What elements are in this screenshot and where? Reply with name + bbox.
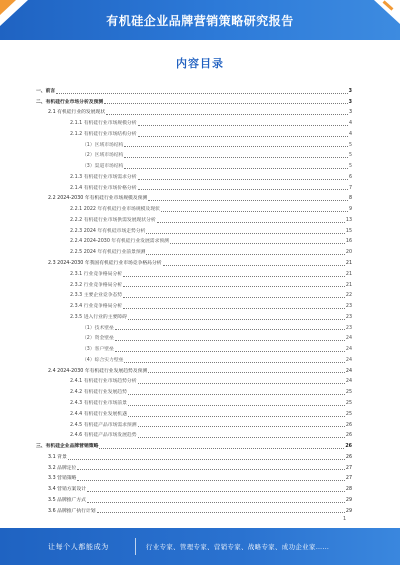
toc-entry-page: 3 xyxy=(348,99,352,105)
toc-entry-title: 2.4.5 有机硅产品市场需求预测 xyxy=(70,422,137,428)
toc-entry-title: 3.4 营销方案设计 xyxy=(48,487,86,493)
table-of-contents xyxy=(36,84,352,515)
dot-leader xyxy=(104,103,347,104)
toc-entry-page: 21 xyxy=(345,282,352,288)
toc-entry-title: 2.1.4 有机硅行业市场价格分析 xyxy=(70,185,137,191)
dot-leader xyxy=(87,491,345,492)
toc-entry-title: 一、前言 xyxy=(36,88,56,94)
toc-entry-title: 2.3 2024-2030 年我国有机硅行业市场竞争格局分析 xyxy=(48,261,162,267)
dot-leader xyxy=(99,448,344,449)
toc-entry[interactable] xyxy=(36,267,352,278)
toc-entry-title: 2.2.3 2024 年有机硅市场走势分析 xyxy=(70,228,146,234)
toc-entry[interactable] xyxy=(36,472,352,483)
toc-entry-page: 27 xyxy=(345,476,352,482)
toc-entry[interactable] xyxy=(36,482,352,493)
toc-entry-page: 26 xyxy=(345,422,352,428)
dot-leader xyxy=(170,243,345,244)
dot-leader xyxy=(128,394,345,395)
toc-entry-page: 4 xyxy=(348,121,352,127)
dot-leader xyxy=(146,233,344,234)
toc-entry-title: 2.4.1 有机硅行业市场趋势分析 xyxy=(70,379,137,385)
dot-leader xyxy=(124,146,348,147)
toc-entry-page: 5 xyxy=(348,153,352,159)
toc-entry-page: 20 xyxy=(345,250,352,256)
toc-entry[interactable] xyxy=(36,116,352,127)
toc-entry[interactable] xyxy=(36,170,352,181)
footer-banner xyxy=(0,528,400,565)
toc-entry[interactable] xyxy=(36,321,352,332)
toc-entry-title: 2.2.1 2022 年有机硅行业市场规模及现状 xyxy=(70,207,160,213)
dot-leader xyxy=(161,211,348,212)
dot-leader xyxy=(115,329,345,330)
dot-leader xyxy=(128,416,345,417)
dot-leader xyxy=(128,405,345,406)
dot-leader xyxy=(56,93,347,94)
toc-entry-title: （1）技术壁垒 xyxy=(82,325,114,331)
footer-tagline: 行业专家、管理专家、营销专家、战略专家、成功企业家…… xyxy=(146,543,330,551)
toc-entry[interactable] xyxy=(36,127,352,138)
dot-leader xyxy=(115,340,345,341)
toc-entry[interactable] xyxy=(36,407,352,418)
dot-leader xyxy=(77,469,345,470)
toc-entry-title: 2.3.2 行业竞争格局分析 xyxy=(70,282,123,288)
dot-leader xyxy=(138,437,345,438)
toc-entry[interactable] xyxy=(36,256,352,267)
dot-leader xyxy=(128,319,345,320)
toc-entry[interactable] xyxy=(36,310,352,321)
toc-entry-title: 2.4.4 有机硅行业发展机遇 xyxy=(70,411,127,417)
dot-leader xyxy=(123,276,345,277)
toc-entry-page: 8 xyxy=(348,196,352,202)
dot-leader xyxy=(124,362,344,363)
toc-entry-page: 26 xyxy=(345,433,352,439)
dot-leader xyxy=(124,168,348,169)
toc-entry-title: 2.1.2 有机硅行业市场结构分析 xyxy=(70,131,137,137)
toc-entry-page: 29 xyxy=(345,508,352,514)
toc-entry-title: 2.2.5 2024 年有机硅行业前景预测 xyxy=(70,250,146,256)
toc-entry-title: 2.3.5 进入行业的主要障碍 xyxy=(70,314,127,320)
dot-leader xyxy=(138,189,348,190)
toc-entry-page: 6 xyxy=(348,174,352,180)
toc-entry-page: 16 xyxy=(345,239,352,245)
toc-entry-page: 21 xyxy=(345,261,352,267)
toc-entry-page: 25 xyxy=(345,411,352,417)
dot-leader xyxy=(97,512,345,513)
toc-entry[interactable] xyxy=(36,332,352,343)
toc-entry-title: 2.3.3 主要企业竞争态势 xyxy=(70,293,123,299)
toc-entry-title: 2.4.6 有机硅产品市场发展趋势 xyxy=(70,433,137,439)
toc-entry-title: 2.4.2 有机硅行业发展趋势 xyxy=(70,390,127,396)
toc-entry-page: 7 xyxy=(348,185,352,191)
toc-entry-page: 3 xyxy=(348,110,352,116)
toc-entry-title: 3.1 背景 xyxy=(48,454,67,460)
toc-entry[interactable] xyxy=(36,278,352,289)
toc-entry[interactable] xyxy=(36,289,352,300)
dot-leader xyxy=(124,157,348,158)
toc-entry-title: （3）客户壁垒 xyxy=(82,347,114,353)
toc-entry-page: 15 xyxy=(345,228,352,234)
toc-heading: 内容目录 xyxy=(176,57,224,70)
toc-entry[interactable] xyxy=(36,342,352,353)
toc-entry[interactable] xyxy=(36,224,352,235)
toc-entry-page: 24 xyxy=(345,357,352,363)
toc-entry-page: 26 xyxy=(345,454,352,460)
toc-entry-page: 13 xyxy=(345,217,352,223)
dot-leader xyxy=(138,125,348,126)
toc-entry[interactable] xyxy=(36,235,352,246)
toc-entry[interactable] xyxy=(36,353,352,364)
toc-entry-page: 3 xyxy=(348,88,352,94)
toc-entry-page: 21 xyxy=(345,271,352,277)
toc-entry-title: （3）渠道市场结构 xyxy=(82,164,124,170)
toc-entry-title: 2.3.1 行业竞争格局分析 xyxy=(70,271,123,277)
dot-leader xyxy=(138,383,345,384)
footer-divider xyxy=(135,538,136,555)
dot-leader xyxy=(106,114,348,115)
toc-entry-title: 2.4 2024-2030 年有机硅行业发展趋势及预测 xyxy=(48,368,148,374)
dot-leader xyxy=(148,200,348,201)
toc-entry-title: 二、有机硅行业市场分析及预测 xyxy=(36,99,104,105)
toc-entry[interactable] xyxy=(36,418,352,429)
toc-entry[interactable] xyxy=(36,493,352,504)
toc-entry-title: 2.1 有机硅行业的发展现状 xyxy=(48,110,106,116)
toc-entry[interactable] xyxy=(36,429,352,440)
header-banner xyxy=(0,0,400,40)
toc-entry-page: 28 xyxy=(345,487,352,493)
dot-leader xyxy=(123,297,345,298)
toc-entry[interactable] xyxy=(36,159,352,170)
toc-entry-page: 27 xyxy=(345,465,352,471)
dot-leader xyxy=(123,308,345,309)
toc-entry[interactable] xyxy=(36,364,352,375)
toc-entry-page: 9 xyxy=(348,207,352,213)
toc-entry-title: （2）资金壁垒 xyxy=(82,336,114,342)
toc-entry-page: 25 xyxy=(345,390,352,396)
dot-leader xyxy=(163,265,345,266)
dot-leader xyxy=(77,480,345,481)
toc-entry-title: （1）区域市场结构 xyxy=(82,142,124,148)
toc-entry[interactable] xyxy=(36,450,352,461)
dot-leader xyxy=(115,351,345,352)
toc-entry-page: 24 xyxy=(345,336,352,342)
toc-entry-title: 三、有机硅企业品牌营销策略 xyxy=(36,444,99,450)
dot-leader xyxy=(138,179,348,180)
dot-leader xyxy=(146,254,344,255)
toc-entry-page: 24 xyxy=(345,347,352,353)
toc-entry-page: 23 xyxy=(345,314,352,320)
dot-leader xyxy=(123,286,345,287)
toc-entry-page: 23 xyxy=(345,304,352,310)
dot-leader xyxy=(87,502,345,503)
toc-entry[interactable] xyxy=(36,202,352,213)
toc-entry[interactable] xyxy=(36,149,352,160)
toc-entry[interactable] xyxy=(36,375,352,386)
toc-entry[interactable] xyxy=(36,213,352,224)
dot-leader xyxy=(148,372,345,373)
report-title: 有机硅企业品牌营销策略研究报告 xyxy=(106,14,294,28)
toc-entry-page: 5 xyxy=(348,164,352,170)
toc-entry-title: 2.2.2 有机硅行业市场供需发展现状分析 xyxy=(70,217,156,223)
toc-entry[interactable] xyxy=(36,396,352,407)
toc-entry-title: 2.4.3 有机硅行业市场前景 xyxy=(70,400,127,406)
toc-entry[interactable] xyxy=(36,385,352,396)
toc-entry[interactable] xyxy=(36,181,352,192)
toc-entry-title: 2.3.4 行业竞争格局分析 xyxy=(70,304,123,310)
toc-entry-title: 3.6 品牌推广执行计划 xyxy=(48,508,96,514)
toc-entry-page: 24 xyxy=(345,379,352,385)
dot-leader xyxy=(157,222,345,223)
toc-entry-page: 5 xyxy=(348,142,352,148)
toc-entry-page: 4 xyxy=(348,131,352,137)
toc-entry-page: 23 xyxy=(345,325,352,331)
footer-slogan: 让每个人都能成为 xyxy=(48,543,109,551)
toc-entry[interactable] xyxy=(36,192,352,203)
dot-leader xyxy=(68,459,345,460)
dot-leader xyxy=(138,426,345,427)
toc-entry[interactable] xyxy=(36,84,352,95)
toc-entry[interactable] xyxy=(36,95,352,106)
toc-entry-page: 26 xyxy=(345,444,352,450)
toc-entry[interactable] xyxy=(36,504,352,515)
dot-leader xyxy=(138,136,348,137)
page-number: 1 xyxy=(343,516,347,522)
toc-entry[interactable] xyxy=(36,461,352,472)
toc-entry[interactable] xyxy=(36,138,352,149)
toc-entry-page: 24 xyxy=(345,368,352,374)
toc-entry-title: 2.1.1 有机硅行业市场规模分析 xyxy=(70,121,137,127)
toc-entry[interactable] xyxy=(36,106,352,117)
toc-entry-title: 3.5 品牌推广方式 xyxy=(48,497,86,503)
toc-entry-page: 29 xyxy=(345,497,352,503)
toc-entry[interactable] xyxy=(36,245,352,256)
toc-entry[interactable] xyxy=(36,439,352,450)
toc-entry-title: （2）区域市场结构 xyxy=(82,153,124,159)
toc-entry-title: 2.2.4 2024-2030 年有机硅行业发展需求预测 xyxy=(70,239,169,245)
toc-entry-title: 2.2 2024-2030 年有机硅行业市场规模及预测 xyxy=(48,196,148,202)
toc-entry-title: （4）综合实力壁垒 xyxy=(82,357,124,363)
toc-entry[interactable] xyxy=(36,299,352,310)
toc-entry-title: 3.2 品牌定位 xyxy=(48,465,77,471)
toc-entry-page: 22 xyxy=(345,293,352,299)
toc-entry-title: 3.3 营销策略 xyxy=(48,476,77,482)
toc-entry-page: 25 xyxy=(345,400,352,406)
toc-entry-title: 2.1.3 有机硅行业市场需求分析 xyxy=(70,174,137,180)
